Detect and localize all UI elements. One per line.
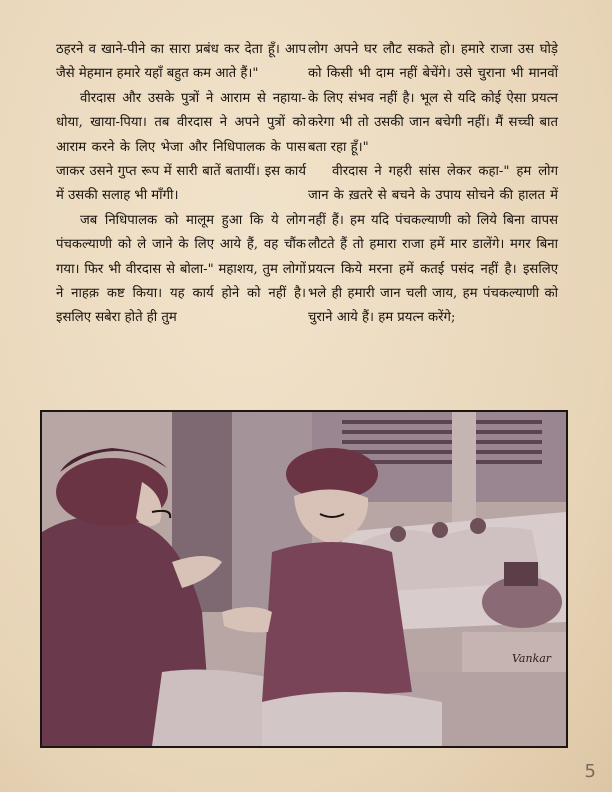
right-paragraph-2: वीरदास ने गहरी सांस लेकर कहा-" हम लोग जान के ख़तरे से बचने के उपाय सोचने की हालत में नहीं हैं। हम यदि पंचकल्याणी को लिये बिना वापस लौटते हैं तो हमारा राजा हमें मार डालेंगे। मगर बिना प्रयत्न किये मरना हमें कतई पसंद नहीं है। इसलिए भले ही हमारी जान चली जाय, हम पंचकल्याणी को चुराने आये हैं। हम प्रयत्न करेंगे; [308, 164, 558, 326]
left-paragraph-3: जब निधिपालक को मालूम हुआ कि ये लोग पंचकल्याणी को ले जाने के लिए आये हैं, वह चौंक गया। फिर भी वीरदास से बोला-" महाशय, तुम लोगों ने नाहक़ कष्ट किया। यह कार्य होने को नहीं है। इसलिए सबेरा होते ही तुम [56, 212, 306, 326]
left-paragraph-2: वीरदास और उसके पुत्रों ने आराम से नहाया-धोया, खाया-पिया। तब वीरदास ने अपने पुत्रों को आराम करने के लिए भेजा और निधिपालक के पास जाकर उसने गुप्त रूप में सारी बातें बतायीं। इस कार्य में उसकी सलाह भी माँगी। [56, 90, 306, 204]
right-paragraph-1: लोग अपने घर लौट सकते हो। हमारे राजा उस घोड़े को किसी भी दाम नहीं बेचेंगे। उसे चुराना भी मानवों के लिए संभव नहीं है। भूल से यदि कोई ऐसा प्रयत्न करेगा भी तो उसकी जान बचेगी नहीं। मैं सच्ची बात बता रहा हूँ।" [308, 42, 558, 155]
story-illustration [40, 410, 568, 748]
right-text-column [308, 38, 558, 331]
artist-signature: Vankar [512, 652, 552, 665]
left-paragraph-1: ठहरने व खाने-पीने का सारा प्रबंध कर देता हूँ। आप जैसे मेहमान हमारे यहाँ बहुत कम आते हैं।" [56, 42, 306, 82]
left-text-column [56, 38, 306, 331]
illustration-scene [42, 412, 566, 746]
page-number: 5 [584, 761, 596, 782]
